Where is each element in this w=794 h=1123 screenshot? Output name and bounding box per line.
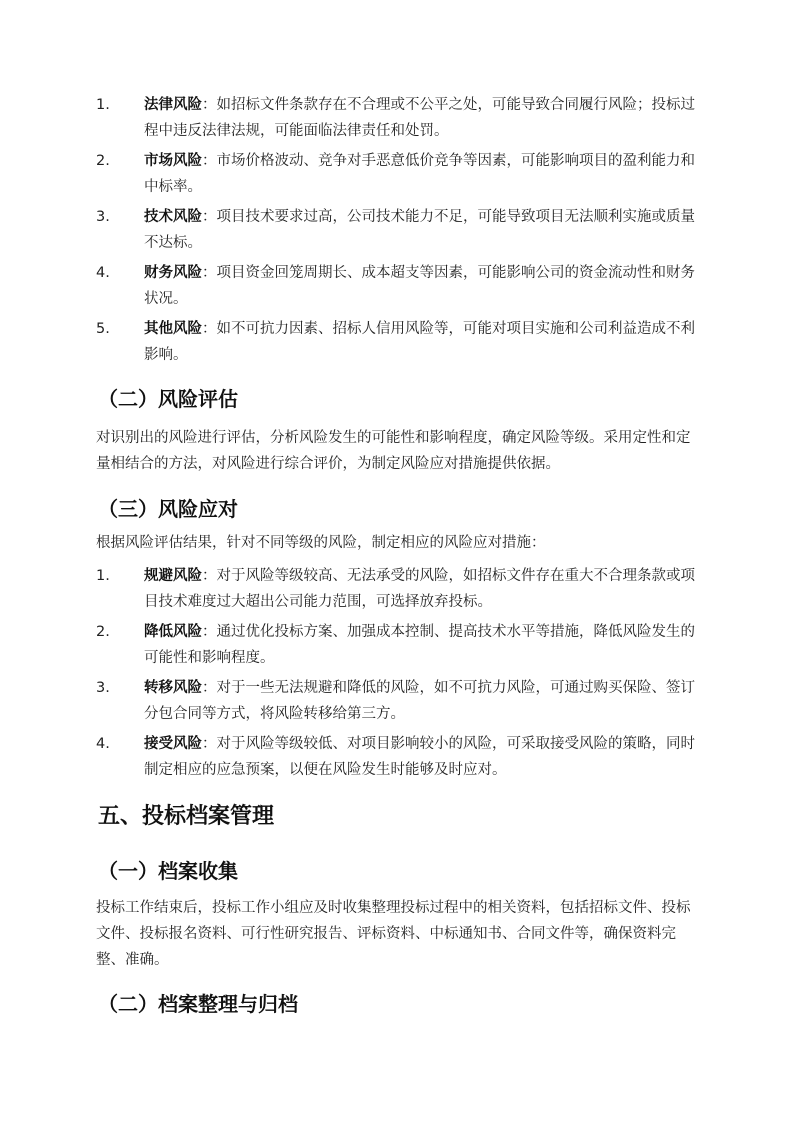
list-item (96, 260, 702, 312)
list-number: 3. (96, 209, 110, 225)
list-text: ：项目技术要求过高，公司技术能力不足，可能导致项目无法顺利实施或质量不达标。 (144, 209, 695, 251)
list-item (96, 204, 702, 256)
list-term: 其他风险 (144, 321, 202, 337)
archive-filing-heading: （二）档案整理与归档 (98, 992, 298, 1016)
list-number: 2. (96, 153, 110, 169)
list-item (96, 675, 702, 727)
risk-response-intro: 根据风险评估结果，针对不同等级的风险，制定相应的风险应对措施： (96, 535, 546, 551)
risk-response-heading: （三）风险应对 (98, 497, 238, 521)
archive-collection-paragraph: 投标工作结束后，投标工作小组应及时收集整理投标过程中的相关资料，包括招标文件、投标文件、投标报名资料、可行性研究报告、评标资料、中标通知书、合同文件等，确保资料完整、准确。 (96, 900, 691, 968)
list-number: 4. (96, 265, 110, 281)
list-text: ：通过优化投标方案、加强成本控制、提高技术水平等措施，降低风险发生的可能性和影响程度。 (144, 624, 695, 666)
list-term: 接受风险 (144, 736, 202, 752)
list-number: 4. (96, 736, 110, 752)
list-item (96, 316, 702, 368)
risk-response-list (96, 563, 702, 787)
archive-collection-heading: （一）档案收集 (98, 859, 238, 883)
list-item (96, 619, 702, 671)
list-text: ：对于风险等级较低、对项目影响较小的风险，可采取接受风险的策略，同时制定相应的应急预案，以便在风险发生时能够及时应对。 (144, 736, 695, 778)
list-term: 转移风险 (144, 680, 202, 696)
list-term: 规避风险 (144, 568, 202, 584)
risk-assessment-paragraph: 对识别出的风险进行评估，分析风险发生的可能性和影响程度，确定风险等级。采用定性和定量相结合的方法，对风险进行综合评价，为制定风险应对措施提供依据。 (96, 430, 691, 472)
list-text: ：对于风险等级较高、无法承受的风险，如招标文件存在重大不合理条款或项目技术难度过大超出公司能力范围，可选择放弃投标。 (144, 568, 695, 610)
list-number: 3. (96, 680, 110, 696)
list-item (96, 563, 702, 615)
list-term: 市场风险 (144, 153, 202, 169)
list-term: 财务风险 (144, 265, 202, 281)
list-text: ：市场价格波动、竞争对手恶意低价竞争等因素，可能影响项目的盈利能力和中标率。 (144, 153, 695, 195)
risk-assessment-heading: （二）风险评估 (98, 387, 238, 411)
list-number: 2. (96, 624, 110, 640)
list-term: 降低风险 (144, 624, 202, 640)
list-number: 1. (96, 97, 110, 113)
list-item (96, 731, 702, 783)
list-text: ：项目资金回笼周期长、成本超支等因素，可能影响公司的资金流动性和财务状况。 (144, 265, 695, 307)
chapter-heading: 五、投标档案管理 (98, 804, 275, 829)
list-text: ：如招标文件条款存在不合理或不公平之处，可能导致合同履行风险；投标过程中违反法律法规，可能面临法律责任和处罚。 (144, 97, 695, 139)
list-number: 5. (96, 321, 110, 337)
list-item (96, 92, 702, 144)
list-term: 法律风险 (144, 97, 202, 113)
list-text: ：对于一些无法规避和降低的风险，如不可抗力风险，可通过购买保险、签订分包合同等方式，将风险转移给第三方。 (144, 680, 695, 722)
list-term: 技术风险 (144, 209, 202, 225)
risk-identification-list (96, 92, 702, 372)
list-text: ：如不可抗力因素、招标人信用风险等，可能对项目实施和公司利益造成不利影响。 (144, 321, 695, 363)
list-number: 1. (96, 568, 110, 584)
list-item (96, 148, 702, 200)
